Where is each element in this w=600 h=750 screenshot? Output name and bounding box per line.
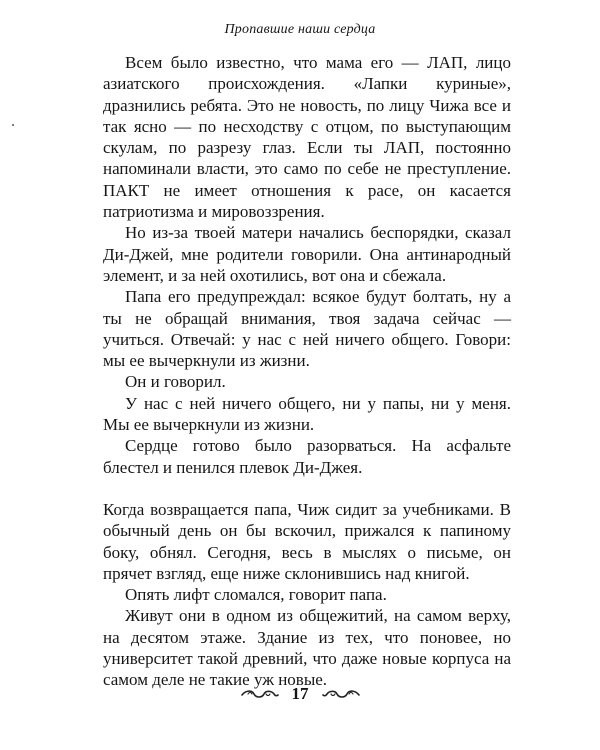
paragraph-4: Он и говорил.: [125, 372, 226, 392]
page-footer: [0, 684, 600, 704]
paragraph-1: Всем было известно, что мама его — ЛАП, лицо азиатского происхождения. «Лапки куриные», дразнились ребята. Это не новость, по лицу Чижа все и так ясно — по несходству с отцом, по выступающим скулам, по разрезу глаз. Если ты ЛАП, постоянно напоминали власти, это само по себе не преступление. ПАКТ не имеет отношения к расе, он касается патриотизма и мировоззрения.: [103, 53, 511, 222]
swirl-ornament-left-icon: [240, 688, 280, 700]
swirl-ornament-right-icon: [321, 688, 361, 700]
paragraph-6: Сердце готово было разорваться. На асфальте блестел и пенился плевок Ди-Джея.: [103, 436, 511, 477]
stray-speck: [12, 124, 14, 126]
paragraph-5: У нас с ней ничего общего, ни у папы, ни у меня. Мы ее вычеркнули из жизни.: [103, 393, 511, 435]
paragraph-2: Но из-за твоей матери начались беспорядки, сказал Ди-Джей, мне родители говорили. Она антинародный элемент, и за ней охотились, вот она и сбежала.: [103, 223, 511, 285]
paragraph-9: Живут они в одном из общежитий, на самом верху, на десятом этаже. Здание из тех, что поновее, но университет такой древний, что даже новые корпуса на самом деле не такие уж новые.: [103, 606, 511, 690]
running-title: Пропавшие наши сердца: [224, 22, 376, 37]
section-break: [103, 478, 511, 499]
paragraph-3: Папа его предупреждал: всякое будут болтать, ну а ты не обращай внимания, твоя задача сейчас — учиться. Отвечай: у нас с ней ничего общего. Говори: мы ее вычеркнули из жизни.: [103, 287, 511, 371]
body-text: [103, 52, 511, 691]
page-number: 17: [291, 684, 309, 703]
paragraph-8: Опять лифт сломался, говорит папа.: [125, 585, 387, 605]
paragraph-7: Когда возвращается папа, Чиж сидит за учебниками. В обычный день он бы вскочил, прижался к папиному боку, обнял. Сегодня, весь в мыслях о письме, он прячет взгляд, еще ниже склонившись над книгой.: [103, 499, 511, 583]
